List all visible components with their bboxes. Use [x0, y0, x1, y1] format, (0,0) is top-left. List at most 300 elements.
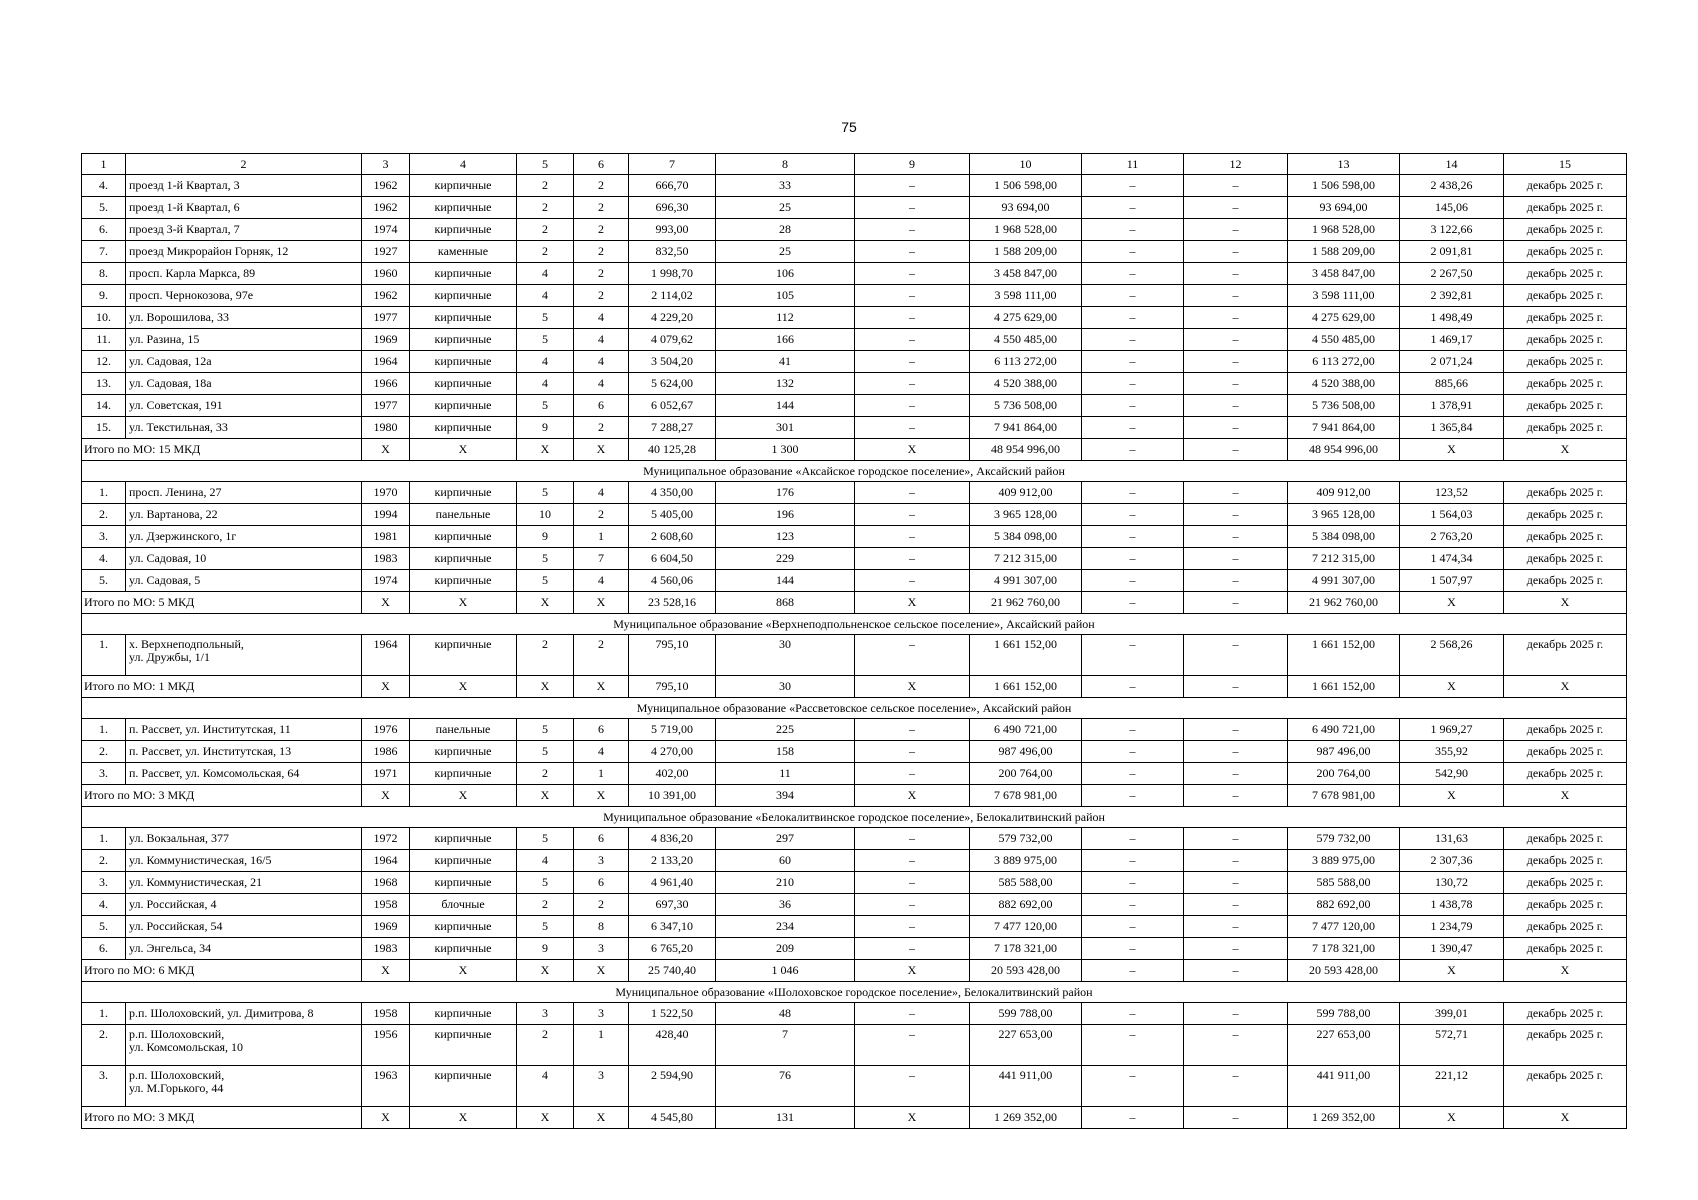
- cell-col-9: –: [855, 241, 970, 263]
- total-cell-col-4: X: [410, 592, 517, 614]
- cell-col-8: 301: [716, 417, 855, 439]
- cell-col-10: 579 732,00: [970, 828, 1082, 850]
- cell-col-11: –: [1082, 285, 1184, 307]
- cell-col-8: 210: [716, 872, 855, 894]
- cell-col-7: 4 836,20: [629, 828, 716, 850]
- total-cell-col-11: –: [1082, 439, 1184, 461]
- column-number-2: 2: [126, 154, 362, 175]
- cell-col-13: 7 941 864,00: [1288, 417, 1400, 439]
- total-label: Итого по МО: 5 МКД: [82, 592, 362, 614]
- cell-col-15: декабрь 2025 г.: [1504, 395, 1627, 417]
- cell-col-12: –: [1184, 635, 1288, 676]
- cell-col-14: 399,01: [1400, 1003, 1504, 1025]
- cell-col-6: 2: [574, 285, 629, 307]
- cell-col-11: –: [1082, 307, 1184, 329]
- cell-col-5: 4: [517, 263, 574, 285]
- cell-col-9: –: [855, 175, 970, 197]
- cell-col-15: декабрь 2025 г.: [1504, 285, 1627, 307]
- cell-col-12: –: [1184, 719, 1288, 741]
- total-cell-col-3: X: [362, 676, 410, 698]
- cell-col-12: –: [1184, 263, 1288, 285]
- cell-col-9: –: [855, 285, 970, 307]
- table-row: [82, 241, 1627, 263]
- cell-col-9: –: [855, 894, 970, 916]
- cell-col-11: –: [1082, 828, 1184, 850]
- table-row: [82, 719, 1627, 741]
- row-number: 4.: [82, 894, 126, 916]
- cell-col-10: 1 506 598,00: [970, 175, 1082, 197]
- cell-col-9: –: [855, 850, 970, 872]
- cell-col-5: 2: [517, 635, 574, 676]
- cell-col-3: 1983: [362, 938, 410, 960]
- table-row: [82, 417, 1627, 439]
- table-row: [82, 635, 1627, 676]
- cell-col-9: –: [855, 504, 970, 526]
- cell-col-8: 106: [716, 263, 855, 285]
- cell-col-6: 3: [574, 938, 629, 960]
- cell-col-9: –: [855, 872, 970, 894]
- cell-col-13: 4 275 629,00: [1288, 307, 1400, 329]
- address-cell: ул. Энгельса, 34: [126, 938, 362, 960]
- cell-col-6: 2: [574, 219, 629, 241]
- total-cell-col-10: 20 593 428,00: [970, 960, 1082, 982]
- cell-col-13: 1 588 209,00: [1288, 241, 1400, 263]
- cell-col-4: кирпичные: [410, 872, 517, 894]
- column-number-9: 9: [855, 154, 970, 175]
- cell-col-8: 76: [716, 1066, 855, 1107]
- total-cell-col-14: X: [1400, 439, 1504, 461]
- cell-col-14: 885,66: [1400, 373, 1504, 395]
- cell-col-4: кирпичные: [410, 263, 517, 285]
- table-row: [82, 1025, 1627, 1066]
- cell-col-14: 2 763,20: [1400, 526, 1504, 548]
- row-number: 15.: [82, 417, 126, 439]
- total-cell-col-3: X: [362, 1107, 410, 1129]
- column-number-13: 13: [1288, 154, 1400, 175]
- table-row: [82, 285, 1627, 307]
- cell-col-13: 93 694,00: [1288, 197, 1400, 219]
- address-cell: п. Рассвет, ул. Институтская, 11: [126, 719, 362, 741]
- cell-col-4: кирпичные: [410, 197, 517, 219]
- cell-col-14: 1 969,27: [1400, 719, 1504, 741]
- cell-col-6: 4: [574, 570, 629, 592]
- cell-col-10: 4 550 485,00: [970, 329, 1082, 351]
- cell-col-8: 123: [716, 526, 855, 548]
- total-cell-col-11: –: [1082, 592, 1184, 614]
- cell-col-4: кирпичные: [410, 938, 517, 960]
- section-title-row: [82, 614, 1627, 635]
- cell-col-9: –: [855, 1066, 970, 1107]
- cell-col-6: 3: [574, 1003, 629, 1025]
- cell-col-13: 6 113 272,00: [1288, 351, 1400, 373]
- total-cell-col-11: –: [1082, 960, 1184, 982]
- cell-col-11: –: [1082, 1066, 1184, 1107]
- total-cell-col-4: X: [410, 1107, 517, 1129]
- cell-col-4: кирпичные: [410, 635, 517, 676]
- table-row: [82, 526, 1627, 548]
- total-cell-col-15: X: [1504, 960, 1627, 982]
- total-cell-col-8: 30: [716, 676, 855, 698]
- address-cell: п. Рассвет, ул. Комсомольская, 64: [126, 763, 362, 785]
- total-label: Итого по МО: 1 МКД: [82, 676, 362, 698]
- total-cell-col-9: X: [855, 676, 970, 698]
- cell-col-9: –: [855, 373, 970, 395]
- address-cell: проезд 1-й Квартал, 3: [126, 175, 362, 197]
- cell-col-11: –: [1082, 351, 1184, 373]
- cell-col-5: 5: [517, 548, 574, 570]
- cell-col-14: 1 378,91: [1400, 395, 1504, 417]
- cell-col-14: 1 438,78: [1400, 894, 1504, 916]
- cell-col-10: 4 520 388,00: [970, 373, 1082, 395]
- cell-col-6: 6: [574, 719, 629, 741]
- table-row: [82, 828, 1627, 850]
- address-cell: р.п. Шолоховский, ул. М.Горького, 44: [126, 1066, 362, 1107]
- section-title-row: [82, 698, 1627, 719]
- cell-col-13: 6 490 721,00: [1288, 719, 1400, 741]
- total-cell-col-7: 10 391,00: [629, 785, 716, 807]
- total-cell-col-7: 40 125,28: [629, 439, 716, 461]
- total-cell-col-7: 25 740,40: [629, 960, 716, 982]
- cell-col-12: –: [1184, 763, 1288, 785]
- row-number: 3.: [82, 526, 126, 548]
- cell-col-6: 6: [574, 872, 629, 894]
- cell-col-3: 1971: [362, 763, 410, 785]
- cell-col-10: 6 113 272,00: [970, 351, 1082, 373]
- cell-col-7: 2 594,90: [629, 1066, 716, 1107]
- column-number-4: 4: [410, 154, 517, 175]
- cell-col-14: 2 267,50: [1400, 263, 1504, 285]
- row-number: 3.: [82, 763, 126, 785]
- column-number-15: 15: [1504, 154, 1627, 175]
- cell-col-11: –: [1082, 635, 1184, 676]
- column-number-1: 1: [82, 154, 126, 175]
- cell-col-5: 4: [517, 351, 574, 373]
- cell-col-13: 5 384 098,00: [1288, 526, 1400, 548]
- cell-col-10: 599 788,00: [970, 1003, 1082, 1025]
- cell-col-5: 4: [517, 850, 574, 872]
- cell-col-5: 4: [517, 373, 574, 395]
- section-title-row: [82, 807, 1627, 828]
- cell-col-8: 33: [716, 175, 855, 197]
- cell-col-13: 4 991 307,00: [1288, 570, 1400, 592]
- address-cell: р.п. Шолоховский, ул. Димитрова, 8: [126, 1003, 362, 1025]
- cell-col-7: 428,40: [629, 1025, 716, 1066]
- cell-col-3: 1977: [362, 307, 410, 329]
- cell-col-6: 4: [574, 373, 629, 395]
- address-cell: х. Верхнеподпольный, ул. Дружбы, 1/1: [126, 635, 362, 676]
- row-number: 2.: [82, 741, 126, 763]
- cell-col-10: 3 889 975,00: [970, 850, 1082, 872]
- cell-col-15: декабрь 2025 г.: [1504, 373, 1627, 395]
- total-label: Итого по МО: 3 МКД: [82, 1107, 362, 1129]
- cell-col-10: 5 736 508,00: [970, 395, 1082, 417]
- column-number-8: 8: [716, 154, 855, 175]
- total-cell-col-5: X: [517, 439, 574, 461]
- total-cell-col-11: –: [1082, 1107, 1184, 1129]
- cell-col-13: 1 968 528,00: [1288, 219, 1400, 241]
- cell-col-5: 4: [517, 285, 574, 307]
- cell-col-12: –: [1184, 741, 1288, 763]
- cell-col-11: –: [1082, 763, 1184, 785]
- cell-col-9: –: [855, 719, 970, 741]
- cell-col-4: кирпичные: [410, 307, 517, 329]
- address-cell: ул. Российская, 4: [126, 894, 362, 916]
- cell-col-3: 1956: [362, 1025, 410, 1066]
- section-title: Муниципальное образование «Аксайское городское поселение», Аксайский район: [82, 461, 1627, 482]
- cell-col-10: 3 598 111,00: [970, 285, 1082, 307]
- cell-col-8: 105: [716, 285, 855, 307]
- cell-col-3: 1964: [362, 351, 410, 373]
- cell-col-11: –: [1082, 741, 1184, 763]
- cell-col-7: 6 347,10: [629, 916, 716, 938]
- cell-col-9: –: [855, 1003, 970, 1025]
- cell-col-12: –: [1184, 241, 1288, 263]
- cell-col-15: декабрь 2025 г.: [1504, 482, 1627, 504]
- total-cell-col-4: X: [410, 439, 517, 461]
- cell-col-4: кирпичные: [410, 828, 517, 850]
- total-cell-col-15: X: [1504, 439, 1627, 461]
- cell-col-7: 4 079,62: [629, 329, 716, 351]
- total-cell-col-5: X: [517, 1107, 574, 1129]
- cell-col-9: –: [855, 916, 970, 938]
- cell-col-4: кирпичные: [410, 285, 517, 307]
- address-cell: ул. Советская, 191: [126, 395, 362, 417]
- cell-col-7: 2 133,20: [629, 850, 716, 872]
- table-row: [82, 504, 1627, 526]
- cell-col-8: 11: [716, 763, 855, 785]
- cell-col-3: 1927: [362, 241, 410, 263]
- cell-col-10: 6 490 721,00: [970, 719, 1082, 741]
- cell-col-5: 5: [517, 872, 574, 894]
- total-cell-col-6: X: [574, 960, 629, 982]
- row-number: 7.: [82, 241, 126, 263]
- total-cell-col-15: X: [1504, 785, 1627, 807]
- total-row: [82, 592, 1627, 614]
- cell-col-3: 1969: [362, 916, 410, 938]
- cell-col-3: 1962: [362, 175, 410, 197]
- cell-col-7: 4 560,06: [629, 570, 716, 592]
- cell-col-7: 4 229,20: [629, 307, 716, 329]
- cell-col-13: 3 889 975,00: [1288, 850, 1400, 872]
- row-number: 13.: [82, 373, 126, 395]
- cell-col-15: декабрь 2025 г.: [1504, 219, 1627, 241]
- address-cell: просп. Ленина, 27: [126, 482, 362, 504]
- cell-col-3: 1980: [362, 417, 410, 439]
- cell-col-4: кирпичные: [410, 395, 517, 417]
- cell-col-3: 1963: [362, 1066, 410, 1107]
- cell-col-14: 1 234,79: [1400, 916, 1504, 938]
- cell-col-7: 4 270,00: [629, 741, 716, 763]
- total-cell-col-14: X: [1400, 676, 1504, 698]
- cell-col-7: 7 288,27: [629, 417, 716, 439]
- total-cell-col-9: X: [855, 592, 970, 614]
- total-cell-col-11: –: [1082, 676, 1184, 698]
- page-number: 75: [841, 119, 857, 135]
- total-cell-col-12: –: [1184, 785, 1288, 807]
- cell-col-4: кирпичные: [410, 1025, 517, 1066]
- housing-repair-table: [81, 153, 1627, 1129]
- cell-col-9: –: [855, 570, 970, 592]
- cell-col-15: декабрь 2025 г.: [1504, 241, 1627, 263]
- total-cell-col-9: X: [855, 960, 970, 982]
- address-cell: проезд 1-й Квартал, 6: [126, 197, 362, 219]
- total-cell-col-5: X: [517, 676, 574, 698]
- column-number-5: 5: [517, 154, 574, 175]
- total-cell-col-3: X: [362, 785, 410, 807]
- cell-col-11: –: [1082, 894, 1184, 916]
- cell-col-6: 4: [574, 482, 629, 504]
- total-cell-col-8: 394: [716, 785, 855, 807]
- total-cell-col-12: –: [1184, 1107, 1288, 1129]
- cell-col-5: 2: [517, 219, 574, 241]
- cell-col-4: кирпичные: [410, 417, 517, 439]
- row-number: 4.: [82, 548, 126, 570]
- cell-col-8: 41: [716, 351, 855, 373]
- cell-col-12: –: [1184, 395, 1288, 417]
- cell-col-14: 130,72: [1400, 872, 1504, 894]
- total-cell-col-9: X: [855, 785, 970, 807]
- cell-col-8: 60: [716, 850, 855, 872]
- cell-col-14: 355,92: [1400, 741, 1504, 763]
- cell-col-12: –: [1184, 417, 1288, 439]
- cell-col-10: 7 941 864,00: [970, 417, 1082, 439]
- cell-col-8: 225: [716, 719, 855, 741]
- cell-col-6: 2: [574, 197, 629, 219]
- total-cell-col-8: 1 300: [716, 439, 855, 461]
- cell-col-14: 572,71: [1400, 1025, 1504, 1066]
- cell-col-7: 5 624,00: [629, 373, 716, 395]
- cell-col-3: 1969: [362, 329, 410, 351]
- total-cell-col-13: 20 593 428,00: [1288, 960, 1400, 982]
- cell-col-3: 1974: [362, 219, 410, 241]
- cell-col-15: декабрь 2025 г.: [1504, 548, 1627, 570]
- total-cell-col-12: –: [1184, 592, 1288, 614]
- cell-col-14: 145,06: [1400, 197, 1504, 219]
- cell-col-10: 3 965 128,00: [970, 504, 1082, 526]
- cell-col-11: –: [1082, 1025, 1184, 1066]
- cell-col-6: 1: [574, 1025, 629, 1066]
- cell-col-12: –: [1184, 828, 1288, 850]
- cell-col-4: кирпичные: [410, 219, 517, 241]
- cell-col-9: –: [855, 635, 970, 676]
- cell-col-11: –: [1082, 570, 1184, 592]
- row-number: 5.: [82, 570, 126, 592]
- address-cell: ул. Российская, 54: [126, 916, 362, 938]
- cell-col-6: 2: [574, 894, 629, 916]
- cell-col-11: –: [1082, 175, 1184, 197]
- cell-col-7: 2 608,60: [629, 526, 716, 548]
- cell-col-7: 795,10: [629, 635, 716, 676]
- address-cell: ул. Садовая, 10: [126, 548, 362, 570]
- cell-col-6: 7: [574, 548, 629, 570]
- cell-col-9: –: [855, 482, 970, 504]
- cell-col-15: декабрь 2025 г.: [1504, 175, 1627, 197]
- row-number: 1.: [82, 719, 126, 741]
- row-number: 14.: [82, 395, 126, 417]
- row-number: 12.: [82, 351, 126, 373]
- cell-col-14: 2 392,81: [1400, 285, 1504, 307]
- cell-col-11: –: [1082, 1003, 1184, 1025]
- cell-col-8: 196: [716, 504, 855, 526]
- cell-col-13: 1 661 152,00: [1288, 635, 1400, 676]
- cell-col-15: декабрь 2025 г.: [1504, 570, 1627, 592]
- column-number-3: 3: [362, 154, 410, 175]
- cell-col-10: 227 653,00: [970, 1025, 1082, 1066]
- cell-col-15: декабрь 2025 г.: [1504, 741, 1627, 763]
- cell-col-3: 1958: [362, 894, 410, 916]
- cell-col-6: 3: [574, 1066, 629, 1107]
- section-title: Муниципальное образование «Шолоховское городское поселение», Белокалитвинский район: [82, 982, 1627, 1003]
- cell-col-5: 5: [517, 570, 574, 592]
- cell-col-4: блочные: [410, 894, 517, 916]
- cell-col-15: декабрь 2025 г.: [1504, 938, 1627, 960]
- address-cell: ул. Дзержинского, 1г: [126, 526, 362, 548]
- header-row: [82, 154, 1627, 175]
- cell-col-10: 7 212 315,00: [970, 548, 1082, 570]
- cell-col-8: 112: [716, 307, 855, 329]
- cell-col-12: –: [1184, 916, 1288, 938]
- cell-col-6: 2: [574, 635, 629, 676]
- cell-col-6: 6: [574, 828, 629, 850]
- cell-col-7: 6 604,50: [629, 548, 716, 570]
- cell-col-12: –: [1184, 526, 1288, 548]
- total-cell-col-13: 48 954 996,00: [1288, 439, 1400, 461]
- cell-col-3: 1972: [362, 828, 410, 850]
- table-row: [82, 894, 1627, 916]
- total-label: Итого по МО: 6 МКД: [82, 960, 362, 982]
- cell-col-15: декабрь 2025 г.: [1504, 197, 1627, 219]
- cell-col-5: 5: [517, 719, 574, 741]
- cell-col-3: 1964: [362, 635, 410, 676]
- total-cell-col-15: X: [1504, 676, 1627, 698]
- total-cell-col-12: –: [1184, 960, 1288, 982]
- table-row: [82, 175, 1627, 197]
- cell-col-11: –: [1082, 872, 1184, 894]
- row-number: 10.: [82, 307, 126, 329]
- total-label: Итого по МО: 3 МКД: [82, 785, 362, 807]
- cell-col-8: 166: [716, 329, 855, 351]
- cell-col-8: 48: [716, 1003, 855, 1025]
- cell-col-6: 2: [574, 504, 629, 526]
- cell-col-4: кирпичные: [410, 526, 517, 548]
- cell-col-9: –: [855, 1025, 970, 1066]
- cell-col-15: декабрь 2025 г.: [1504, 504, 1627, 526]
- cell-col-5: 5: [517, 741, 574, 763]
- cell-col-13: 599 788,00: [1288, 1003, 1400, 1025]
- cell-col-12: –: [1184, 219, 1288, 241]
- cell-col-9: –: [855, 197, 970, 219]
- cell-col-6: 3: [574, 850, 629, 872]
- table-row: [82, 263, 1627, 285]
- cell-col-4: кирпичные: [410, 741, 517, 763]
- cell-col-9: –: [855, 395, 970, 417]
- total-cell-col-10: 48 954 996,00: [970, 439, 1082, 461]
- cell-col-6: 8: [574, 916, 629, 938]
- cell-col-4: каменные: [410, 241, 517, 263]
- cell-col-5: 4: [517, 1066, 574, 1107]
- cell-col-12: –: [1184, 504, 1288, 526]
- cell-col-5: 9: [517, 938, 574, 960]
- cell-col-10: 441 911,00: [970, 1066, 1082, 1107]
- cell-col-14: 1 469,17: [1400, 329, 1504, 351]
- cell-col-5: 5: [517, 395, 574, 417]
- cell-col-7: 6 765,20: [629, 938, 716, 960]
- cell-col-5: 3: [517, 1003, 574, 1025]
- address-cell: ул. Коммунистическая, 16/5: [126, 850, 362, 872]
- row-number: 2.: [82, 850, 126, 872]
- total-cell-col-9: X: [855, 1107, 970, 1129]
- table-row: [82, 482, 1627, 504]
